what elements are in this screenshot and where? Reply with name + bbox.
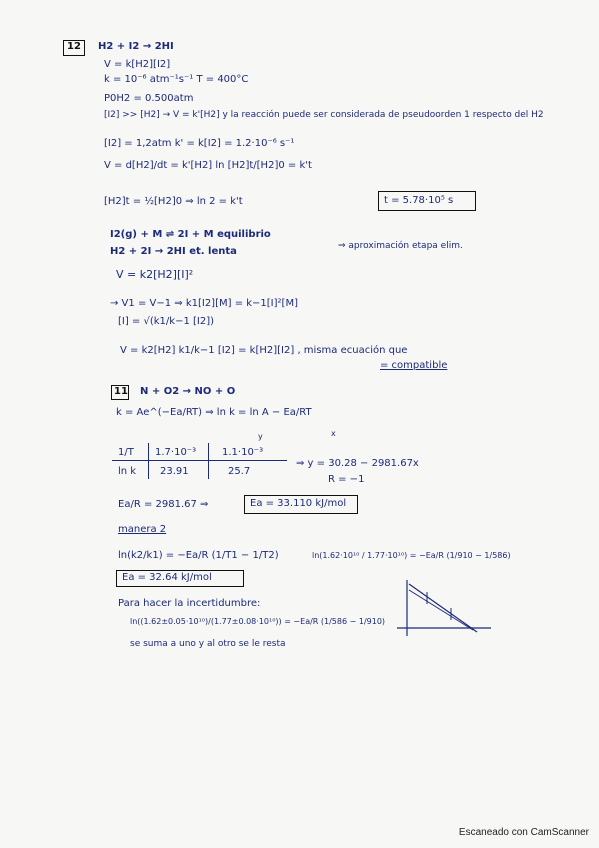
table-header-1: 1.7·10⁻³ — [155, 447, 197, 458]
p12-t-result: t = 5.78·10⁵ s — [384, 195, 454, 206]
p11-incert-note: se suma a uno y al otro se le resta — [130, 639, 286, 649]
p11-incert: Para hacer la incertidumbre: — [118, 598, 261, 609]
p12-compatible: = compatible — [380, 360, 448, 371]
p11-reaction: N + O2 → NO + O — [140, 386, 236, 397]
p11-ea-r: Ea/R = 2981.67 ⇒ — [118, 499, 209, 510]
p11-ea1: Ea = 33.110 kJ/mol — [250, 498, 347, 509]
p12-k-value: k = 10⁻⁶ atm⁻¹s⁻¹ T = 400°C — [104, 74, 249, 85]
p12-reaction: H2 + I2 → 2HI — [98, 41, 174, 52]
table-hline — [112, 460, 287, 461]
p12-mech1: I2(g) + M ⇌ 2I + M equilibrio — [110, 229, 271, 240]
error-bar-sketch — [395, 578, 495, 638]
table-row-label: ln k — [118, 466, 137, 477]
table-header-0: 1/T — [118, 447, 134, 458]
p12-aprox-text: ⇒ aproximación etapa elim. — [338, 241, 463, 251]
p11-label-y: y — [258, 432, 263, 441]
p11-manera2: manera 2 — [118, 524, 167, 535]
table-cell-0: 23.91 — [160, 466, 189, 477]
p11-fit: ⇒ y = 30.28 − 2981.67x — [296, 458, 419, 469]
p11-r: R = −1 — [328, 474, 365, 485]
problem-12-number: 12 — [67, 41, 81, 52]
footer-watermark: Escaneado con CamScanner — [458, 827, 589, 838]
p12-approx: [I2] >> [H2] → V = k'[H2] y la reacción puede ser considerada de pseudoorden 1 respecto del H2 — [104, 110, 544, 120]
p12-mech2: H2 + 2I → 2HI et. lenta — [110, 246, 237, 257]
p12-final: V = k2[H2] k1/k−1 [I2] = k[H2][I2] , misma ecuación que — [120, 345, 408, 356]
sketch-upper-line — [409, 590, 473, 630]
p11-eq2a: ln(k2/k1) = −Ea/R (1/T1 − 1/T2) — [118, 550, 279, 561]
p12-half: [H2]t = ½[H2]0 ⇒ ln 2 = k't — [104, 196, 243, 207]
p12-eq: → V1 = V−1 ⇒ k1[I2][M] = k−1[I]²[M] — [110, 298, 298, 309]
problem-11-number: 11 — [114, 386, 128, 397]
table-cell-1: 25.7 — [228, 466, 251, 477]
p12-rate-mech: V = k2[H2][I]² — [116, 268, 194, 281]
p12-rate-law: V = k[H2][I2] — [104, 59, 171, 70]
p11-arrhenius: k = Ae^(−Ea/RT) ⇒ ln k = ln A − Ea/RT — [116, 407, 312, 418]
table-vline-1 — [148, 443, 149, 479]
table-vline-2 — [208, 443, 209, 479]
table-header-2: 1.1·10⁻³ — [222, 447, 264, 458]
p12-i-conc: [I] = √(k1/k−1 [I2]) — [118, 316, 215, 327]
p12-p0: P0H2 = 0.500atm — [104, 93, 194, 104]
p11-incert-eq: ln((1.62±0.05·10¹⁰)/(1.77±0.08·10¹⁰)) = −Ea/R (1/586 − 1/910) — [130, 617, 386, 626]
sketch-fit-line — [409, 584, 477, 632]
p11-eq2b: ln(1.62·10¹⁰ / 1.77·10¹⁰) = −Ea/R (1/910 − 1/586) — [312, 551, 511, 560]
p11-ea2: Ea = 32.64 kJ/mol — [122, 572, 212, 583]
p11-label-x: x — [331, 429, 336, 438]
p12-i2: [I2] = 1,2atm k' = k[I2] = 1.2·10⁻⁶ s⁻¹ — [104, 138, 295, 149]
p12-diff: V = d[H2]/dt = k'[H2] ln [H2]t/[H2]0 = k't — [104, 160, 312, 171]
